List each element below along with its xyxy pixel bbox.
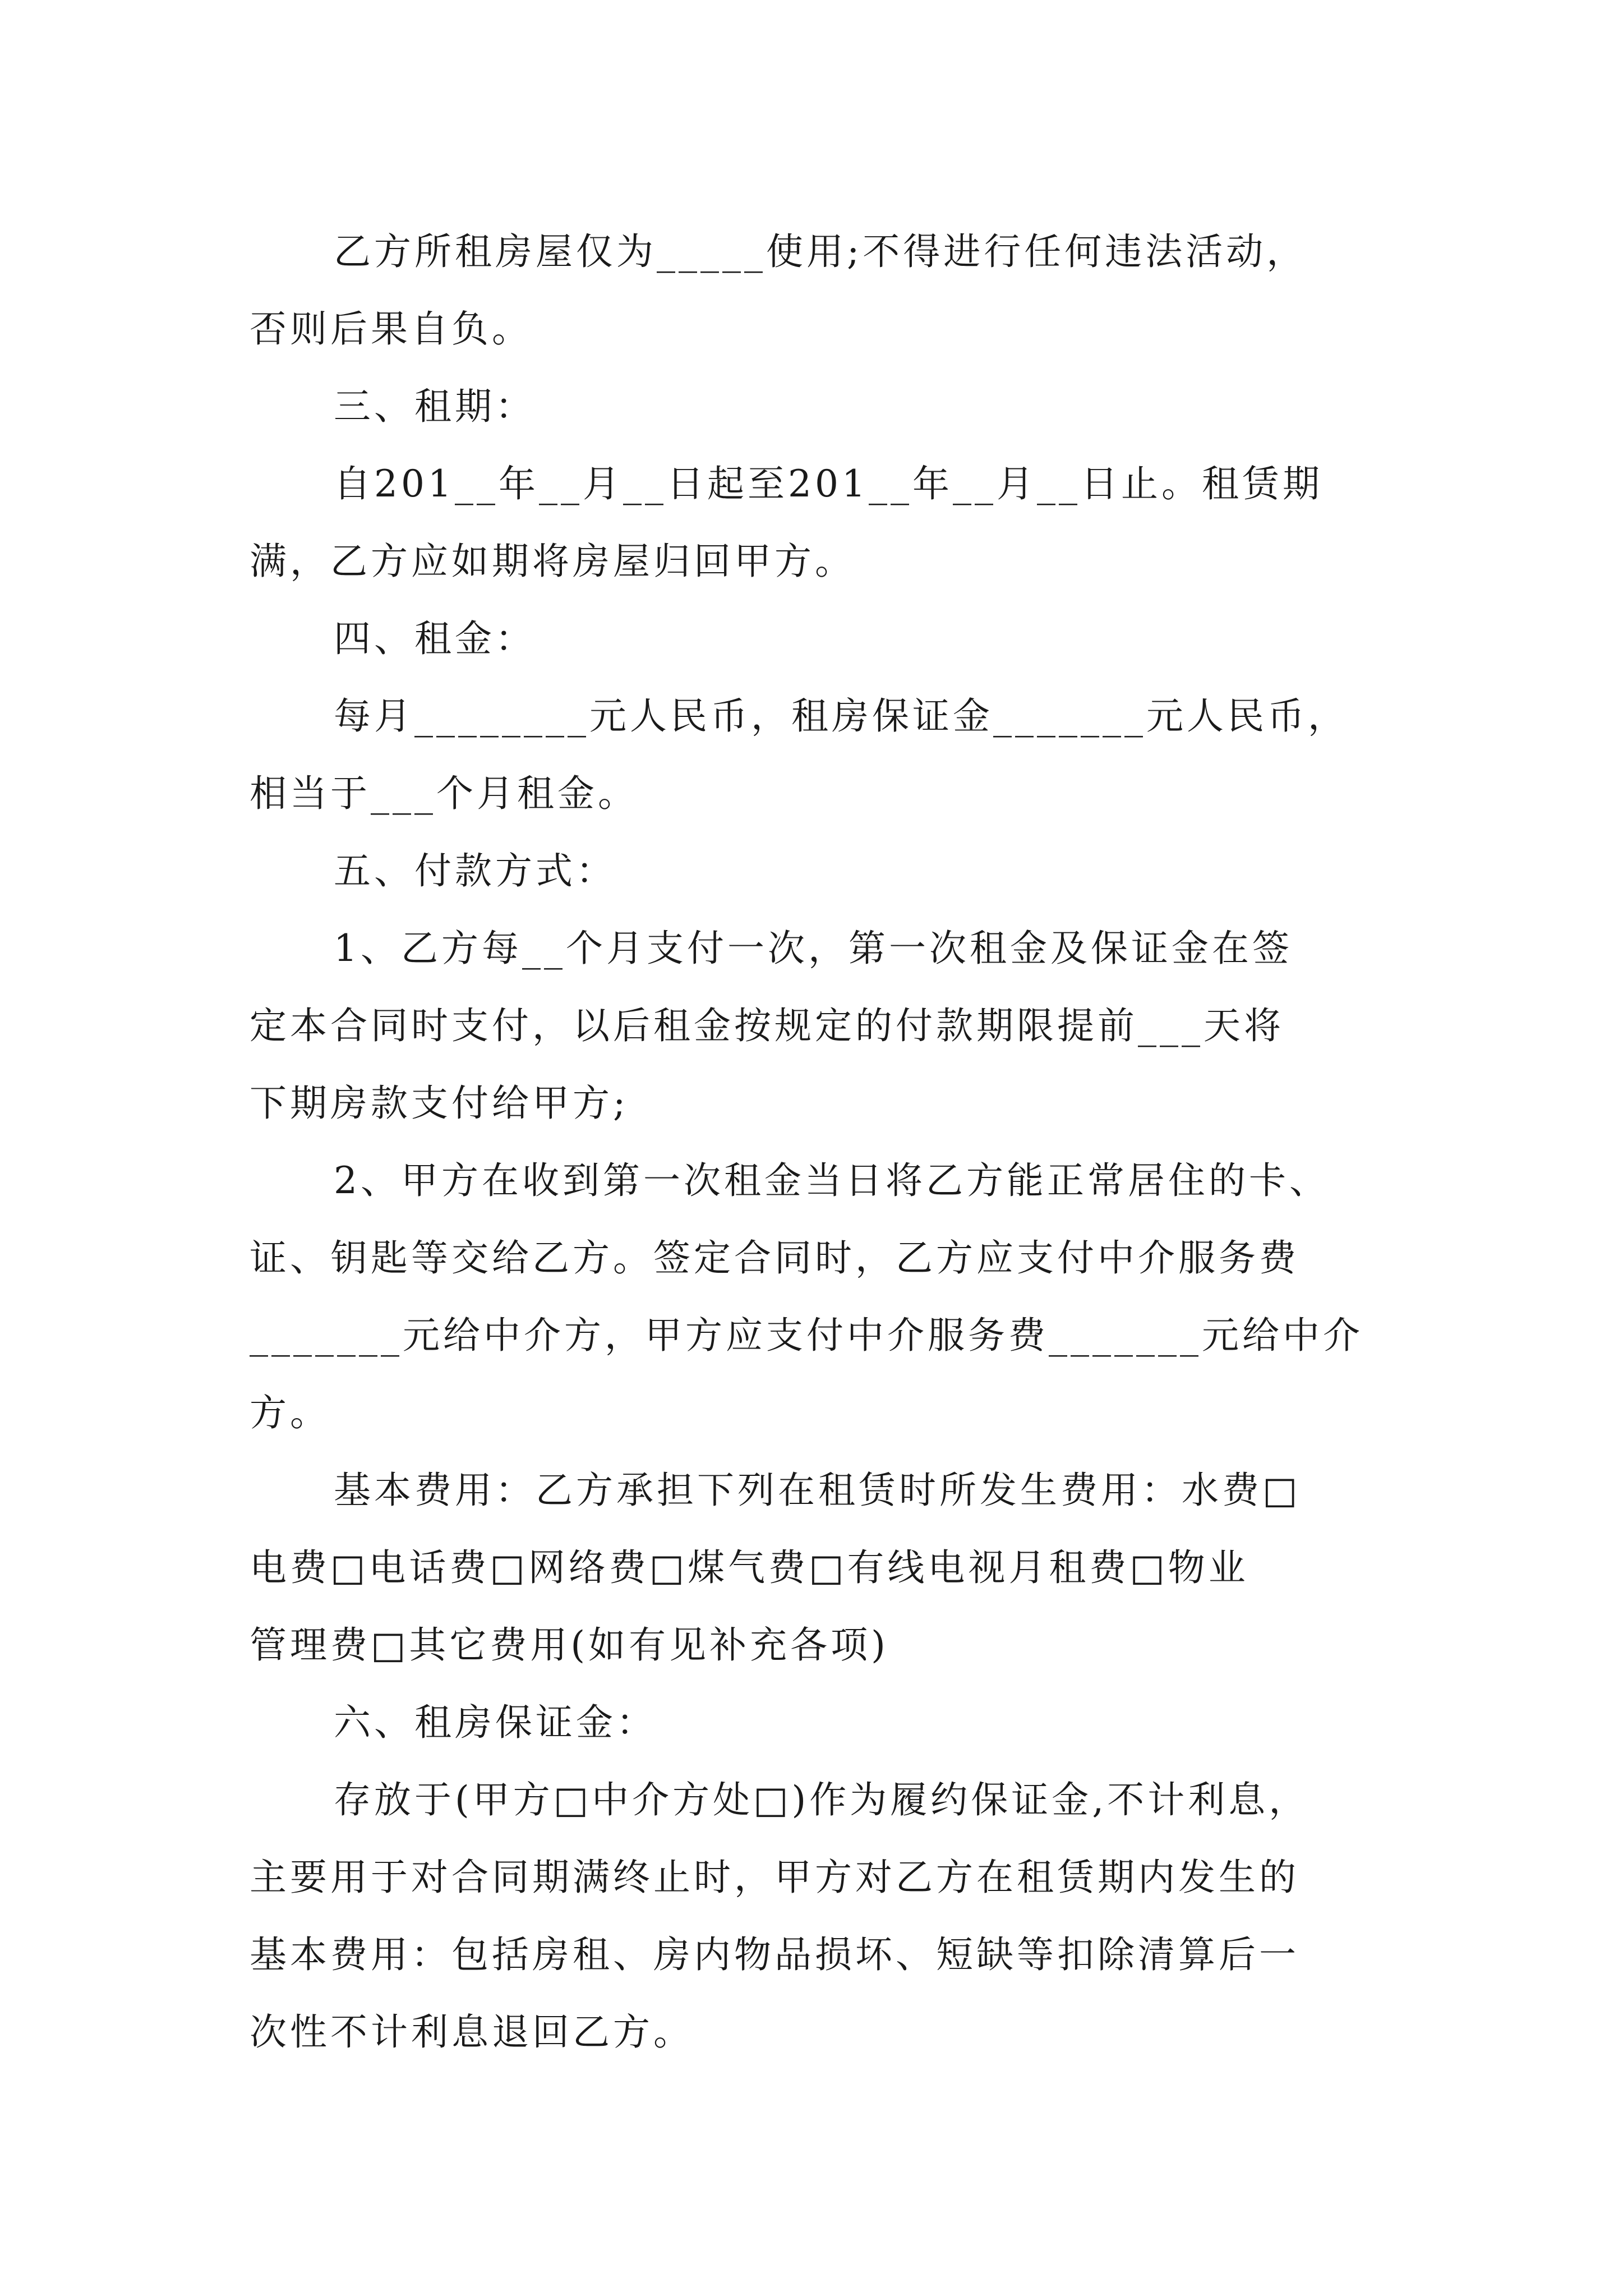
section-heading: 五、付款方式： — [334, 849, 616, 892]
text-line: 下期房款支付给甲方; — [250, 1082, 629, 1125]
text-line: 证、钥匙等交给乙方。签定合同时，乙方应支付中介服务费 — [250, 1236, 1299, 1280]
document-body — [250, 213, 1399, 2071]
text-line: 基本费用：包括房租、房内物品损坏、短缺等扣除清算后一 — [250, 1933, 1299, 1976]
text-line: 基本费用：乙方承担下列在租赁时所发生费用：水费□ — [334, 1469, 1301, 1512]
text-line: 方。 — [250, 1391, 330, 1434]
text-line: 定本合同时支付，以后租金按规定的付款期限提前___天将 — [250, 1004, 1284, 1047]
text-line: 次性不计利息退回乙方。 — [250, 2010, 694, 2054]
text-line: 主要用于对合同期满终止时，甲方对乙方在租赁期内发生的 — [250, 1856, 1299, 1899]
text-line: 满，乙方应如期将房屋归回甲方。 — [250, 540, 855, 583]
text-line: 电费□电话费□网络费□煤气费□有线电视月租费□物业 — [250, 1546, 1249, 1589]
text-line: 否则后果自负。 — [250, 307, 532, 351]
text-line: _______元给中介方，甲方应支付中介服务费_______元给中介 — [250, 1314, 1363, 1357]
section-heading: 三、租期： — [334, 385, 536, 428]
section-heading: 四、租金： — [334, 617, 536, 660]
text-line: 自201__年__月__日起至201__年__月__日止。租赁期 — [334, 462, 1323, 505]
text-line: 管理费□其它费用(如有见补充各项) — [250, 1623, 889, 1667]
text-line: 2、甲方在收到第一次租金当日将乙方能正常居住的卡、 — [334, 1159, 1330, 1202]
text-line: 乙方所租房屋仅为_____使用;不得进行任何违法活动， — [334, 230, 1307, 273]
text-line: 相当于___个月租金。 — [250, 772, 638, 815]
text-line: 每月________元人民币，租房保证金_______元人民币， — [334, 694, 1348, 738]
section-heading: 六、租房保证金： — [334, 1701, 657, 1744]
text-line: 1、乙方每__个月支付一次，第一次租金及保证金在签 — [334, 927, 1293, 970]
text-line: 存放于(甲方□中介方处□)作为履约保证金,不计利息， — [334, 1778, 1310, 1821]
